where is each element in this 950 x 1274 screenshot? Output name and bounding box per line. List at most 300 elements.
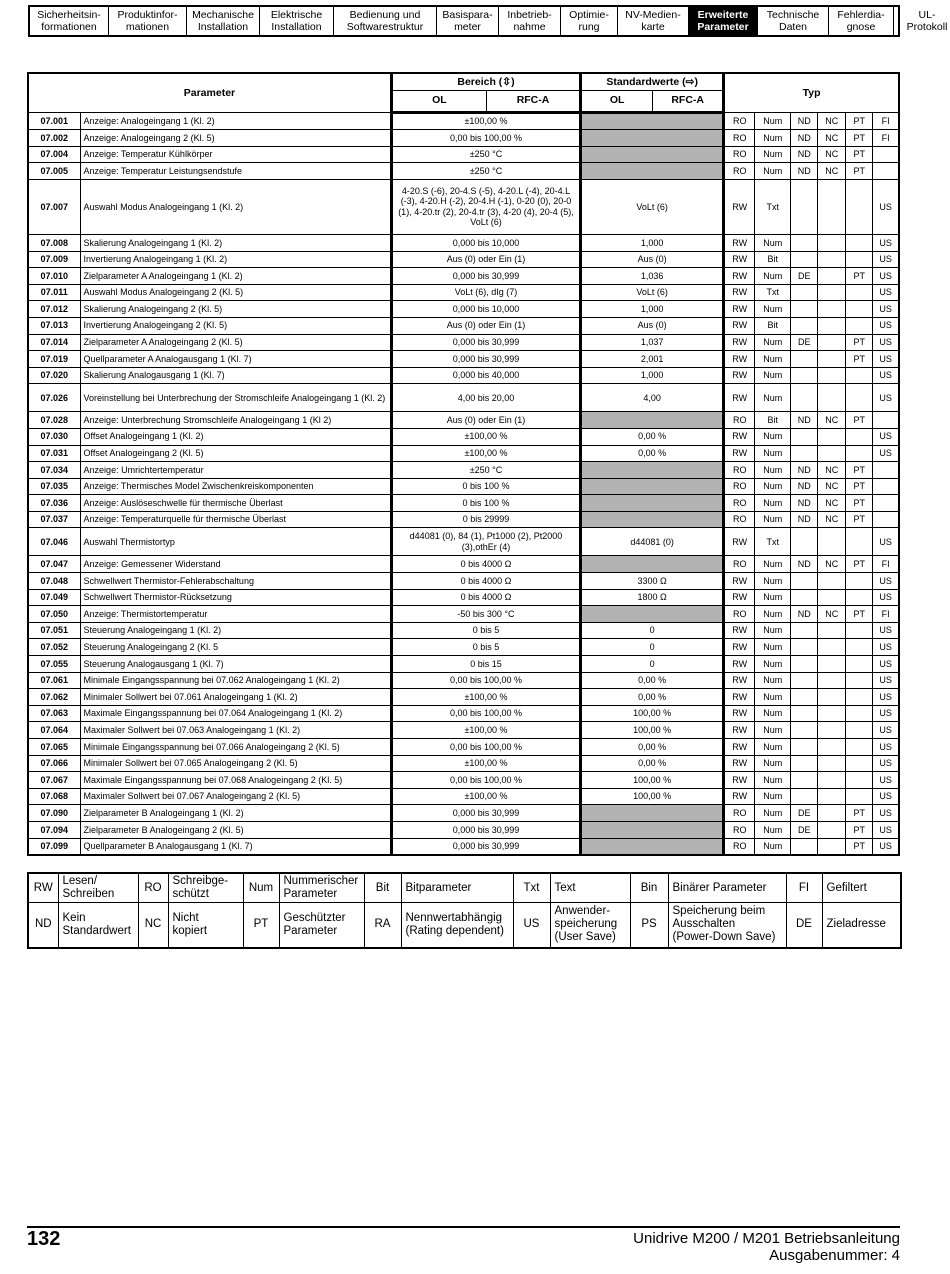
parameter-type-flag: RW xyxy=(724,251,755,268)
parameter-type-flag: Num xyxy=(755,838,791,855)
parameter-type-flag xyxy=(818,528,846,556)
parameter-type-flag xyxy=(846,755,873,772)
header-standard-ol: OL xyxy=(581,90,653,112)
parameter-type-flag: Num xyxy=(755,672,791,689)
parameter-type-flag xyxy=(791,528,818,556)
parameter-type-flag: RO xyxy=(724,462,755,479)
parameter-name: Anzeige: Umrichtertemperatur xyxy=(80,462,391,479)
parameter-type-flag: ND xyxy=(791,511,818,528)
parameter-type-flag xyxy=(818,589,846,606)
parameter-type-flag: RW xyxy=(724,445,755,462)
parameter-type-flag: PT xyxy=(846,805,873,822)
header-bereich-ol: OL xyxy=(391,90,486,112)
parameter-range: ±250 °C xyxy=(391,462,580,479)
parameter-type-flag xyxy=(818,739,846,756)
parameter-type-flag xyxy=(873,163,899,180)
legend-description: Nicht kopiert xyxy=(168,903,243,948)
parameter-type-flag xyxy=(846,528,873,556)
parameter-type-flag xyxy=(791,573,818,590)
parameter-type-flag: RW xyxy=(724,755,755,772)
parameter-type-flag: US xyxy=(873,317,899,334)
parameter-type-flag: US xyxy=(873,334,899,351)
parameter-type-flag: RW xyxy=(724,528,755,556)
parameter-range: ±100,00 % xyxy=(391,445,580,462)
parameter-type-flag: US xyxy=(873,672,899,689)
parameter-type-flag: ND xyxy=(791,556,818,573)
parameter-type-flag: Num xyxy=(755,556,791,573)
parameter-type-flag: DE xyxy=(791,334,818,351)
legend-description: Nummerischer Parameter xyxy=(279,873,364,903)
legend-code: US xyxy=(513,903,550,948)
parameter-type-flag: Num xyxy=(755,805,791,822)
parameter-default: 100,00 % xyxy=(581,705,724,722)
legend-description: Bitparameter xyxy=(401,873,513,903)
parameter-default xyxy=(581,112,724,130)
table-row xyxy=(28,821,899,838)
parameter-default: 0,00 % xyxy=(581,445,724,462)
parameter-type-flag xyxy=(818,705,846,722)
parameter-type-flag: PT xyxy=(846,112,873,130)
parameter-type-flag: ND xyxy=(791,606,818,623)
parameter-name: Quellparameter B Analogausgang 1 (Kl. 7) xyxy=(80,838,391,855)
parameter-default: 0,00 % xyxy=(581,428,724,445)
parameter-id: 07.090 xyxy=(28,805,80,822)
parameter-id: 07.051 xyxy=(28,622,80,639)
parameter-range: 0,00 bis 100,00 % xyxy=(391,772,580,789)
parameter-type-flag xyxy=(846,428,873,445)
parameter-type-flag: Num xyxy=(755,788,791,805)
parameter-type-flag xyxy=(846,384,873,412)
nav-tab[interactable]: Sicherheitsin- formationen xyxy=(30,7,109,35)
nav-tab[interactable]: Elektrische Installation xyxy=(260,7,334,35)
nav-tab[interactable]: Basispara- meter xyxy=(437,7,499,35)
parameter-range: ±100,00 % xyxy=(391,788,580,805)
parameter-type-flag xyxy=(818,805,846,822)
parameter-table xyxy=(27,72,900,856)
parameter-type-flag: ND xyxy=(791,112,818,130)
parameter-default: 1,000 xyxy=(581,301,724,318)
parameter-id: 07.028 xyxy=(28,412,80,429)
table-row xyxy=(28,301,899,318)
parameter-range: ±100,00 % xyxy=(391,689,580,706)
parameter-type-flag: Num xyxy=(755,428,791,445)
parameter-range: 4,00 bis 20,00 xyxy=(391,384,580,412)
parameter-type-flag xyxy=(846,317,873,334)
parameter-name: Zielparameter A Analogeingang 2 (Kl. 5) xyxy=(80,334,391,351)
chapter-nav xyxy=(28,5,948,37)
parameter-type-flag: PT xyxy=(846,606,873,623)
nav-tab[interactable]: Technische Daten xyxy=(758,7,829,35)
table-row xyxy=(28,268,899,285)
parameter-id: 07.047 xyxy=(28,556,80,573)
parameter-id: 07.036 xyxy=(28,495,80,512)
parameter-default: VoLt (6) xyxy=(581,179,724,234)
parameter-range: ±250 °C xyxy=(391,146,580,163)
legend-code: RA xyxy=(364,903,401,948)
nav-tab[interactable]: Produktinfor- mationen xyxy=(109,7,187,35)
table-row xyxy=(28,755,899,772)
parameter-type-flag xyxy=(818,755,846,772)
parameter-type-flag: US xyxy=(873,301,899,318)
table-row xyxy=(28,639,899,656)
parameter-type-flag: RW xyxy=(724,234,755,251)
table-row xyxy=(28,672,899,689)
parameter-type-flag: Num xyxy=(755,462,791,479)
parameter-type-flag xyxy=(846,301,873,318)
parameter-type-flag xyxy=(818,234,846,251)
parameter-name: Invertierung Analogeingang 2 (Kl. 5) xyxy=(80,317,391,334)
parameter-type-flag: Num xyxy=(755,334,791,351)
parameter-type-flag xyxy=(873,478,899,495)
parameter-type-flag: NC xyxy=(818,130,846,147)
parameter-type-flag: DE xyxy=(791,268,818,285)
parameter-range: 0,000 bis 10,000 xyxy=(391,301,580,318)
parameter-type-flag xyxy=(818,722,846,739)
parameter-type-flag xyxy=(818,251,846,268)
parameter-id: 07.099 xyxy=(28,838,80,855)
parameter-type-flag xyxy=(791,772,818,789)
parameter-type-flag: PT xyxy=(846,351,873,368)
parameter-type-flag xyxy=(791,179,818,234)
parameter-id: 07.026 xyxy=(28,384,80,412)
parameter-type-flag xyxy=(791,384,818,412)
parameter-default: 100,00 % xyxy=(581,788,724,805)
parameter-type-flag: RW xyxy=(724,179,755,234)
parameter-type-flag: Num xyxy=(755,234,791,251)
parameter-name: Auswahl Modus Analogeingang 1 (Kl. 2) xyxy=(80,179,391,234)
table-row xyxy=(28,334,899,351)
parameter-type-flag: FI xyxy=(873,606,899,623)
parameter-id: 07.061 xyxy=(28,672,80,689)
parameter-id: 07.094 xyxy=(28,821,80,838)
parameter-id: 07.012 xyxy=(28,301,80,318)
parameter-id: 07.014 xyxy=(28,334,80,351)
parameter-name: Anzeige: Temperaturquelle für thermische Überlast xyxy=(80,511,391,528)
nav-tab[interactable]: Fehlerdia- gnose xyxy=(829,7,894,35)
parameter-default xyxy=(581,495,724,512)
parameter-type-flag: Num xyxy=(755,384,791,412)
parameter-type-flag: Num xyxy=(755,445,791,462)
parameter-name: Anzeige: Unterbrechung Stromschleife Analogeingang 1 (Kl 2) xyxy=(80,412,391,429)
parameter-type-flag xyxy=(846,689,873,706)
parameter-type-flag: RW xyxy=(724,317,755,334)
parameter-default: 0,00 % xyxy=(581,689,724,706)
parameter-range: 0 bis 15 xyxy=(391,656,580,673)
parameter-type-flag: Bit xyxy=(755,317,791,334)
parameter-range: ±100,00 % xyxy=(391,428,580,445)
nav-tab[interactable]: UL- Protokoll xyxy=(906,9,948,33)
parameter-type-flag: PT xyxy=(846,462,873,479)
parameter-range: -50 bis 300 °C xyxy=(391,606,580,623)
parameter-name: Skalierung Analogausgang 1 (Kl. 7) xyxy=(80,367,391,384)
parameter-name: Minimale Eingangsspannung bei 07.062 Analogeingang 1 (Kl. 2) xyxy=(80,672,391,689)
parameter-type-flag xyxy=(846,367,873,384)
parameter-type-flag xyxy=(818,284,846,301)
legend-description: Lesen/ Schreiben xyxy=(58,873,138,903)
parameter-type-flag xyxy=(846,722,873,739)
parameter-type-flag: US xyxy=(873,788,899,805)
parameter-type-flag: US xyxy=(873,284,899,301)
parameter-type-flag xyxy=(818,428,846,445)
parameter-type-flag xyxy=(791,656,818,673)
table-row xyxy=(28,146,899,163)
parameter-name: Anzeige: Temperatur Leistungsendstufe xyxy=(80,163,391,180)
parameter-type-flag: Num xyxy=(755,130,791,147)
parameter-id: 07.011 xyxy=(28,284,80,301)
table-row xyxy=(28,445,899,462)
parameter-type-flag: ND xyxy=(791,412,818,429)
parameter-range: VoLt (6), dIg (7) xyxy=(391,284,580,301)
table-row xyxy=(28,163,899,180)
parameter-type-flag: Num xyxy=(755,821,791,838)
legend-description: Kein Standardwert xyxy=(58,903,138,948)
parameter-type-flag: RO xyxy=(724,606,755,623)
parameter-type-flag xyxy=(791,317,818,334)
parameter-range: 0 bis 29999 xyxy=(391,511,580,528)
legend-code: Bin xyxy=(630,873,668,903)
parameter-type-flag: RO xyxy=(724,478,755,495)
parameter-type-flag: Num xyxy=(755,301,791,318)
parameter-type-flag xyxy=(846,179,873,234)
table-row xyxy=(28,495,899,512)
table-row xyxy=(28,179,899,234)
parameter-type-flag xyxy=(791,445,818,462)
parameter-range: 0 bis 5 xyxy=(391,622,580,639)
parameter-default xyxy=(581,838,724,855)
parameter-type-flag: RW xyxy=(724,672,755,689)
parameter-type-flag: US xyxy=(873,838,899,855)
table-row xyxy=(28,589,899,606)
parameter-type-flag: RW xyxy=(724,788,755,805)
parameter-default: 0 xyxy=(581,656,724,673)
parameter-type-flag: NC xyxy=(818,462,846,479)
issue-number: Ausgabenummer: 4 xyxy=(769,1247,900,1264)
parameter-type-flag: NC xyxy=(818,112,846,130)
parameter-default xyxy=(581,163,724,180)
parameter-type-flag xyxy=(791,755,818,772)
parameter-type-flag xyxy=(818,268,846,285)
legend-code: DE xyxy=(786,903,822,948)
parameter-type-flag xyxy=(791,589,818,606)
parameter-range: d44081 (0), 84 (1), Pt1000 (2), Pt2000 (3),othEr (4) xyxy=(391,528,580,556)
parameter-type-flag: RW xyxy=(724,656,755,673)
parameter-type-flag xyxy=(873,412,899,429)
parameter-type-flag: US xyxy=(873,772,899,789)
parameter-type-flag xyxy=(818,772,846,789)
parameter-type-flag: US xyxy=(873,367,899,384)
parameter-type-flag: RW xyxy=(724,351,755,368)
parameter-type-flag: ND xyxy=(791,462,818,479)
parameter-id: 07.055 xyxy=(28,656,80,673)
header-standard-rfca: RFC-A xyxy=(653,90,724,112)
table-row xyxy=(28,705,899,722)
parameter-id: 07.031 xyxy=(28,445,80,462)
parameter-type-flag: US xyxy=(873,755,899,772)
parameter-type-flag xyxy=(791,689,818,706)
parameter-name: Zielparameter A Analogeingang 1 (Kl. 2) xyxy=(80,268,391,285)
parameter-type-flag: PT xyxy=(846,478,873,495)
footer-rule xyxy=(27,1226,900,1228)
table-row xyxy=(28,412,899,429)
parameter-type-flag: Num xyxy=(755,478,791,495)
legend-description: Geschützter Parameter xyxy=(279,903,364,948)
nav-tab[interactable]: Optimie- rung xyxy=(561,7,618,35)
parameter-type-flag: US xyxy=(873,739,899,756)
parameter-name: Minimale Eingangsspannung bei 07.066 Analogeingang 2 (Kl. 5) xyxy=(80,739,391,756)
parameter-type-flag: US xyxy=(873,234,899,251)
parameter-type-flag: ND xyxy=(791,146,818,163)
legend-description: Text xyxy=(550,873,630,903)
parameter-type-flag: DE xyxy=(791,805,818,822)
parameter-type-flag: NC xyxy=(818,495,846,512)
parameter-id: 07.050 xyxy=(28,606,80,623)
parameter-default: 0 xyxy=(581,639,724,656)
parameter-type-flag xyxy=(791,301,818,318)
parameter-type-flag: Num xyxy=(755,689,791,706)
parameter-default: Aus (0) xyxy=(581,317,724,334)
parameter-type-flag xyxy=(791,788,818,805)
parameter-id: 07.067 xyxy=(28,772,80,789)
table-row xyxy=(28,478,899,495)
parameter-default: 100,00 % xyxy=(581,722,724,739)
parameter-id: 07.035 xyxy=(28,478,80,495)
parameter-type-flag xyxy=(846,284,873,301)
parameter-name: Anzeige: Thermistortemperatur xyxy=(80,606,391,623)
parameter-type-flag xyxy=(846,705,873,722)
parameter-type-flag xyxy=(818,367,846,384)
legend-code: Num xyxy=(243,873,279,903)
parameter-name: Minimaler Sollwert bei 07.061 Analogeingang 1 (Kl. 2) xyxy=(80,689,391,706)
parameter-type-flag xyxy=(791,351,818,368)
legend-code: PS xyxy=(630,903,668,948)
parameter-type-flag: ND xyxy=(791,478,818,495)
table-row xyxy=(28,351,899,368)
nav-tab[interactable]: NV-Medien- karte xyxy=(618,7,689,35)
parameter-type-flag: RO xyxy=(724,495,755,512)
parameter-range: 0,00 bis 100,00 % xyxy=(391,705,580,722)
parameter-range: 0,00 bis 100,00 % xyxy=(391,130,580,147)
nav-tab[interactable]: Erweiterte Parameter xyxy=(689,7,758,35)
parameter-type-flag: Num xyxy=(755,739,791,756)
parameter-id: 07.062 xyxy=(28,689,80,706)
parameter-type-flag xyxy=(791,367,818,384)
parameter-name: Quellparameter A Analogausgang 1 (Kl. 7) xyxy=(80,351,391,368)
parameter-type-flag: US xyxy=(873,821,899,838)
parameter-type-flag: US xyxy=(873,573,899,590)
parameter-type-flag: RO xyxy=(724,838,755,855)
parameter-default: 0,00 % xyxy=(581,739,724,756)
parameter-type-flag: RW xyxy=(724,334,755,351)
table-row xyxy=(28,772,899,789)
parameter-type-flag: US xyxy=(873,351,899,368)
parameter-type-flag: Num xyxy=(755,163,791,180)
table-row xyxy=(28,251,899,268)
parameter-type-flag xyxy=(873,495,899,512)
header-standardwerte: Standardwerte (⇨) xyxy=(581,73,724,90)
parameter-id: 07.013 xyxy=(28,317,80,334)
parameter-type-flag xyxy=(818,788,846,805)
parameter-type-flag: Num xyxy=(755,606,791,623)
parameter-name: Offset Analogeingang 1 (Kl. 2) xyxy=(80,428,391,445)
parameter-type-flag: Num xyxy=(755,268,791,285)
parameter-type-flag xyxy=(791,622,818,639)
parameter-type-flag: FI xyxy=(873,112,899,130)
parameter-id: 07.030 xyxy=(28,428,80,445)
parameter-type-flag xyxy=(873,146,899,163)
parameter-type-flag: RW xyxy=(724,639,755,656)
table-row xyxy=(28,384,899,412)
legend-code: FI xyxy=(786,873,822,903)
parameter-type-flag: Bit xyxy=(755,251,791,268)
parameter-type-flag: NC xyxy=(818,146,846,163)
parameter-name: Auswahl Thermistortyp xyxy=(80,528,391,556)
parameter-type-flag xyxy=(818,301,846,318)
parameter-id: 07.052 xyxy=(28,639,80,656)
parameter-type-flag: RW xyxy=(724,689,755,706)
legend-code: Txt xyxy=(513,873,550,903)
nav-tab[interactable]: Bedienung und Softwarestruktur xyxy=(334,7,437,35)
parameter-type-flag xyxy=(818,179,846,234)
parameter-type-flag xyxy=(818,351,846,368)
parameter-default: 2,001 xyxy=(581,351,724,368)
parameter-type-flag: Num xyxy=(755,351,791,368)
parameter-name: Steuerung Analogausgang 1 (Kl. 7) xyxy=(80,656,391,673)
table-row xyxy=(28,656,899,673)
parameter-type-flag: ND xyxy=(791,163,818,180)
parameter-type-flag: NC xyxy=(818,556,846,573)
parameter-range: ±250 °C xyxy=(391,163,580,180)
table-row xyxy=(28,622,899,639)
parameter-type-flag: Txt xyxy=(755,284,791,301)
parameter-type-flag xyxy=(791,838,818,855)
legend-row xyxy=(28,903,901,948)
parameter-type-flag xyxy=(791,639,818,656)
parameter-type-flag: FI xyxy=(873,556,899,573)
nav-tab[interactable]: Mechanische Installation xyxy=(187,7,260,35)
parameter-range: 0 bis 4000 Ω xyxy=(391,556,580,573)
parameter-range: Aus (0) oder Ein (1) xyxy=(391,251,580,268)
table-row xyxy=(28,284,899,301)
parameter-type-flag: ND xyxy=(791,495,818,512)
parameter-type-flag: US xyxy=(873,384,899,412)
parameter-name: Maximaler Sollwert bei 07.063 Analogeingang 1 (Kl. 2) xyxy=(80,722,391,739)
parameter-name: Skalierung Analogeingang 2 (Kl. 5) xyxy=(80,301,391,318)
parameter-range: ±100,00 % xyxy=(391,722,580,739)
page-number: 132 xyxy=(27,1228,61,1250)
nav-tab[interactable]: Inbetrieb- nahme xyxy=(499,7,561,35)
parameter-type-flag xyxy=(818,622,846,639)
parameter-type-flag: PT xyxy=(846,146,873,163)
parameter-default xyxy=(581,146,724,163)
parameter-range: 4-20.S (-6), 20-4.S (-5), 4-20.L (-4), 20-4.L (-3), 4-20.H (-2), 20-4.H (-1), 0-20 (0), 20-0 (1), 4-20.tr (2), 20-4.tr (3), 4-20 (4), 20-4 (5), VoLt (6) xyxy=(391,179,580,234)
parameter-type-flag xyxy=(846,234,873,251)
parameter-default: 1,000 xyxy=(581,367,724,384)
parameter-range: 0 bis 4000 Ω xyxy=(391,589,580,606)
header-typ: Typ xyxy=(724,73,899,112)
parameter-type-flag: US xyxy=(873,428,899,445)
parameter-type-flag: NC xyxy=(818,511,846,528)
parameter-name: Anzeige: Auslöseschwelle für thermische Überlast xyxy=(80,495,391,512)
table-row xyxy=(28,689,899,706)
legend-code: PT xyxy=(243,903,279,948)
parameter-name: Maximale Eingangsspannung bei 07.064 Analogeingang 1 (Kl. 2) xyxy=(80,705,391,722)
parameter-range: 0,00 bis 100,00 % xyxy=(391,672,580,689)
parameter-id: 07.010 xyxy=(28,268,80,285)
table-row xyxy=(28,805,899,822)
parameter-id: 07.009 xyxy=(28,251,80,268)
parameter-name: Minimaler Sollwert bei 07.065 Analogeingang 2 (Kl. 5) xyxy=(80,755,391,772)
parameter-name: Voreinstellung bei Unterbrechung der Stromschleife Analogeingang 1 (Kl. 2) xyxy=(80,384,391,412)
